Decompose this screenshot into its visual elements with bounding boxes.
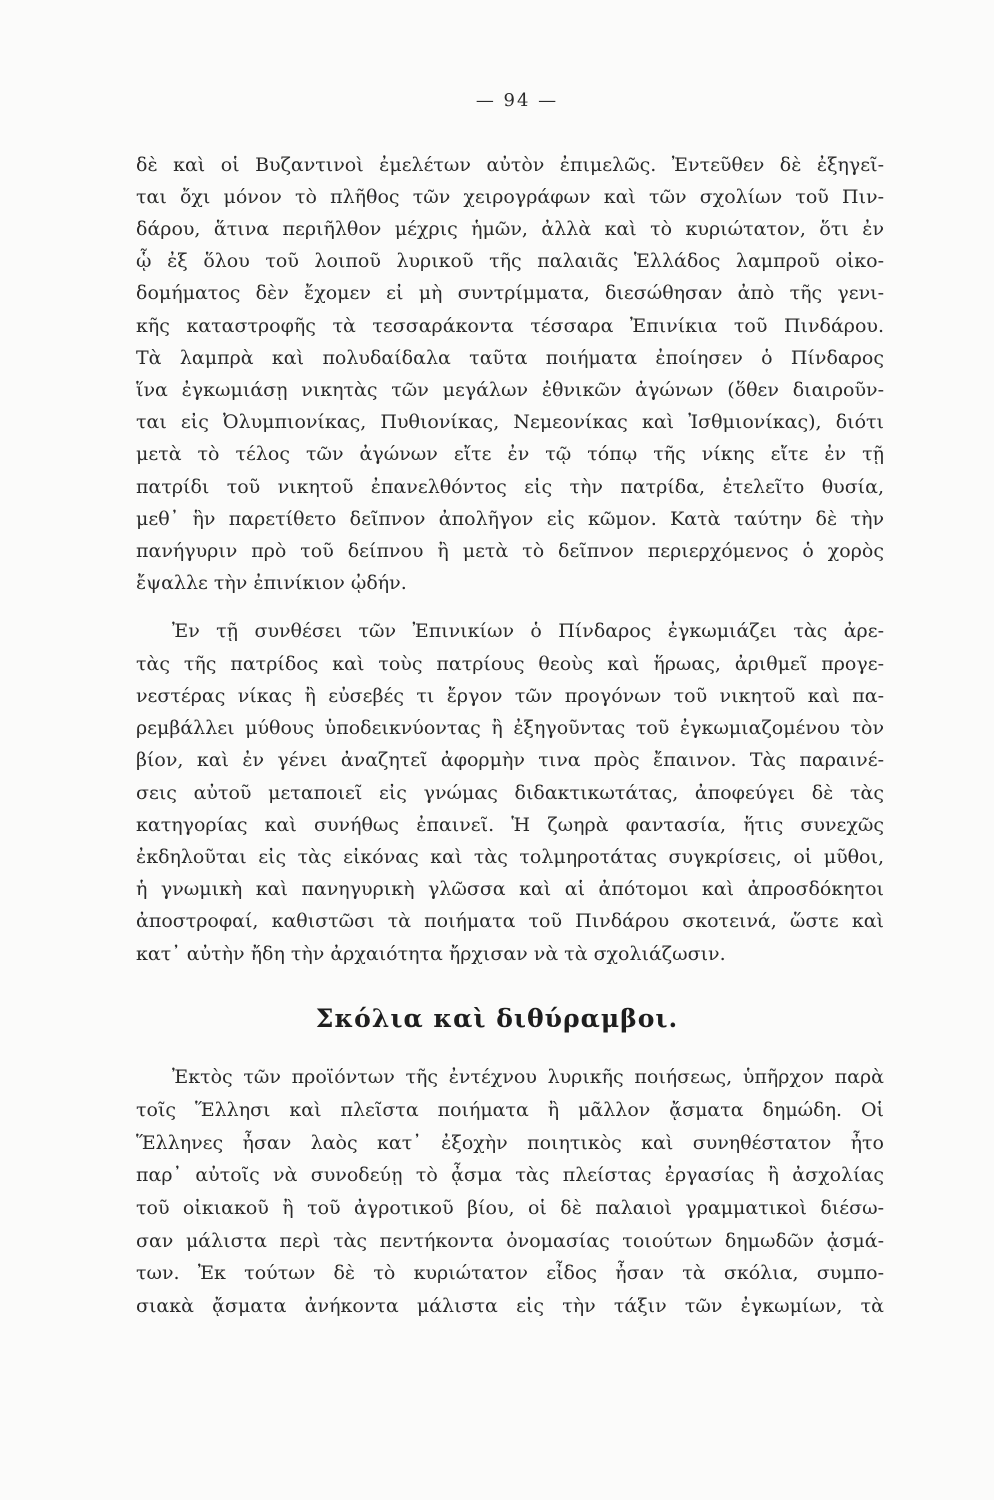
text-line: πανήγυριν πρὸ τοῦ δείπνου ἢ μετὰ τὸ δεῖπνον περιερχόμενος ὁ χορὸς bbox=[136, 540, 884, 562]
page-number: — 94 — bbox=[475, 90, 559, 111]
text-line: ρεμβάλλει μύθους ὑποδεικνύοντας ἢ ἐξηγοῦντας τοῦ ἐγκωμιαζομένου τὸν bbox=[136, 717, 884, 739]
text-line: μετὰ τὸ τέλος τῶν ἀγώνων εἴτε ἐν τῷ τόπῳ τῆς νίκης εἴτε ἐν τῇ bbox=[136, 443, 884, 465]
text-line: Ἐν τῇ συνθέσει τῶν Ἐπινικίων ὁ Πίνδαρος ἐγκωμιάζει τὰς ἀρε- bbox=[172, 620, 884, 642]
text-line: Τὰ λαμπρὰ καὶ πολυδαίδαλα ταῦτα ποιήματα ἐποίησεν ὁ Πίνδαρος bbox=[136, 347, 884, 369]
text-line: κῆς καταστροφῆς τὰ τεσσαράκοντα τέσσαρα Ἐπινίκια τοῦ Πινδάρου. bbox=[136, 315, 884, 337]
text-line: παρ᾽ αὐτοῖς νὰ συνοδεύῃ τὸ ᾆσμα τὰς πλείστας ἐργασίας ἢ ἀσχολίας bbox=[136, 1164, 884, 1186]
text-line: των. Ἐκ τούτων δὲ τὸ κυριώτατον εἶδος ἦσαν τὰ σκόλια, συμπο- bbox=[136, 1262, 884, 1284]
text-line: ἵνα ἐγκωμιάσῃ νικητὰς τῶν μεγάλων ἐθνικῶν ἀγώνων (ὅθεν διαιροῦν- bbox=[136, 379, 884, 401]
text-line: δομήματος δὲν ἔχομεν εἰ μὴ συντρίμματα, διεσώθησαν ἀπὸ τῆς γενι- bbox=[136, 282, 884, 304]
text-line: σαν μάλιστα περὶ τὰς πεντήκοντα ὀνομασίας τοιούτων δημωδῶν ᾀσμά- bbox=[136, 1230, 884, 1252]
text-line: νεστέρας νίκας ἢ εὐσεβές τι ἔργον τῶν προγόνων τοῦ νικητοῦ καὶ πα- bbox=[136, 685, 884, 707]
text-line: κατηγορίας καὶ συνήθως ἐπαινεῖ. Ἡ ζωηρὰ φαντασία, ἥτις συνεχῶς bbox=[136, 814, 884, 836]
text-line: ἀποστροφαί, καθιστῶσι τὰ ποιήματα τοῦ Πινδάρου σκοτεινά, ὥστε καὶ bbox=[136, 910, 884, 932]
text-line: σεις αὐτοῦ μεταποιεῖ εἰς γνώμας διδακτικωτάτας, ἀποφεύγει δὲ τὰς bbox=[136, 782, 884, 804]
text-line: βίον, καὶ ἐν γένει ἀναζητεῖ ἀφορμὴν τινα πρὸς ἔπαινον. Τὰς παραινέ- bbox=[136, 749, 884, 771]
text-line: τὰς τῆς πατρίδος καὶ τοὺς πατρίους θεοὺς καὶ ἥρωας, ἀριθμεῖ προγε- bbox=[136, 653, 884, 675]
text-line: ἐκδηλοῦται εἰς τὰς εἰκόνας καὶ τὰς τολμηροτάτας συγκρίσεις, οἱ μῦθοι, bbox=[136, 846, 884, 868]
text-line: σιακὰ ᾄσματα ἀνήκοντα μάλιστα εἰς τὴν τάξιν τῶν ἐγκωμίων, τὰ bbox=[136, 1295, 884, 1317]
text-line: τοῖς Ἕλλησι καὶ πλεῖστα ποιήματα ἢ μᾶλλον ᾄσματα δημώδη. Οἱ bbox=[136, 1099, 884, 1121]
text-line: τοῦ οἰκιακοῦ ἢ τοῦ ἀγροτικοῦ βίου, οἱ δὲ παλαιοὶ γραμματικοὶ διέσω- bbox=[136, 1197, 884, 1219]
text-line: ται εἰς Ὀλυμπιονίκας, Πυθιονίκας, Νεμεονίκας καὶ Ἰσθμιονίκας), διότι bbox=[136, 411, 884, 433]
text-line: Ἕλληνες ἦσαν λαὸς κατ᾽ ἐξοχὴν ποιητικὸς καὶ συνηθέστατον ἦτο bbox=[136, 1132, 884, 1154]
text-line: ἔψαλλε τὴν ἐπινίκιον ᾠδήν. bbox=[136, 572, 407, 594]
text-line: ται ὄχι μόνον τὸ πλῆθος τῶν χειρογράφων καὶ τῶν σχολίων τοῦ Πιν- bbox=[136, 186, 884, 208]
text-line: πατρίδι τοῦ νικητοῦ ἐπανελθόντος εἰς τὴν πατρίδα, ἐτελεῖτο θυσία, bbox=[136, 476, 884, 498]
text-line: ἡ γνωμικὴ καὶ πανηγυρικὴ γλῶσσα καὶ αἱ ἀπότομοι καὶ ἀπροσδόκητοι bbox=[136, 878, 884, 900]
text-line: δὲ καὶ οἱ Βυζαντινοὶ ἐμελέτων αὐτὸν ἐπιμελῶς. Ἐντεῦθεν δὲ ἐξηγεῖ- bbox=[136, 154, 884, 176]
text-line: δάρου, ἅτινα περιῆλθον μέχρις ἡμῶν, ἀλλὰ καὶ τὸ κυριώτατον, ὅτι ἐν bbox=[136, 218, 884, 240]
text-line: ᾧ ἐξ ὅλου τοῦ λοιποῦ λυρικοῦ τῆς παλαιᾶς Ἑλλάδος λαμπροῦ οἰκο- bbox=[136, 250, 884, 272]
text-line: μεθ᾽ ἣν παρετίθετο δεῖπνον ἀπολῆγον εἰς κῶμον. Κατὰ ταύτην δὲ τὴν bbox=[136, 508, 884, 530]
section-heading: Σκόλια καὶ διθύραμβοι. bbox=[315, 1004, 679, 1033]
text-line: Ἐκτὸς τῶν προϊόντων τῆς ἐντέχνου λυρικῆς ποιήσεως, ὑπῆρχον παρὰ bbox=[172, 1066, 884, 1088]
text-line: κατ᾽ αὐτὴν ἤδη τὴν ἀρχαιότητα ἤρχισαν νὰ τὰ σχολιάζωσιν. bbox=[136, 943, 726, 965]
